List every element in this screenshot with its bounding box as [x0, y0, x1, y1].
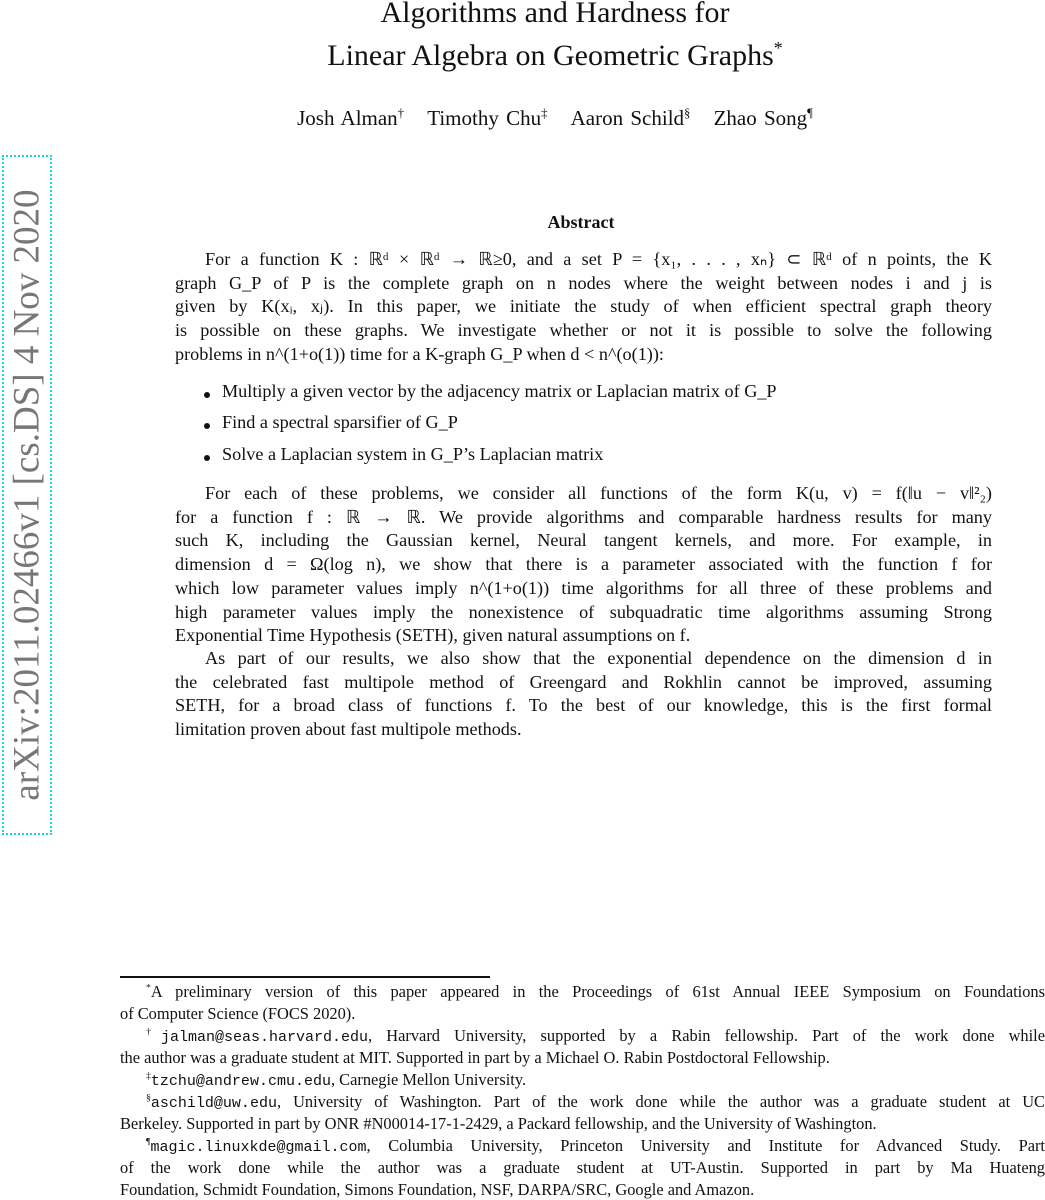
- footnote-rule: [120, 976, 490, 978]
- abstract-line: SETH, for a broad class of functions f. To the best of our knowledge, this is the first formal: [175, 695, 992, 716]
- footnote-line: [120, 1180, 1045, 1200]
- abstract-line: such K, including the Gaussian kernel, Neural tangent kernels, and more. For example, in: [175, 530, 992, 551]
- abstract-line: is possible on these graphs. We investigate whether or not it is possible to solve the following: [175, 320, 992, 341]
- arxiv-id: arXiv:2011.02466v1 [cs.DS] 4 Nov 2020: [6, 189, 48, 801]
- paper-title-line-2: [0, 38, 1045, 73]
- author-name: Josh Alman: [297, 106, 398, 130]
- author-mark: ‡: [541, 106, 548, 120]
- author: [297, 106, 404, 130]
- abstract-line: For each of these problems, we consider all functions of the form K(u, v) = f(‖u − v‖²₂): [205, 483, 992, 503]
- footnote-text: , Carnegie Mellon University.: [330, 1070, 527, 1089]
- footnote-line: [120, 1114, 1045, 1134]
- bullet-icon: [204, 392, 210, 398]
- footnote-line: [146, 1092, 1045, 1112]
- footnote-email: tzchu@andrew.cmu.edu: [150, 1073, 331, 1090]
- footnote-line: [120, 1004, 1045, 1024]
- footnote-text: Foundation, Schmidt Foundation, Simons Foundation, NSF, DARPA/SRC, Google and Amazon.: [120, 1180, 755, 1199]
- footnote-text: of Computer Science (FOCS 2020).: [120, 1004, 356, 1023]
- footnote-line: [120, 1048, 1045, 1068]
- author: [714, 106, 813, 130]
- bullet-item: Multiply a given vector by the adjacency matrix or Laplacian matrix of G_P: [222, 381, 777, 401]
- footnote-line: [146, 1136, 1045, 1156]
- footnote-text: of the work done while the author was a graduate student at UT-Austin. Supported in part by Ma Huateng: [120, 1158, 1045, 1177]
- abstract-heading: Abstract: [547, 212, 615, 232]
- abstract-line: dimension d = Ω(log n), we show that there is a parameter associated with the function f for: [175, 554, 992, 575]
- bullet-item: Solve a Laplacian system in G_P’s Laplacian matrix: [222, 444, 604, 464]
- footnote-mark: *: [146, 982, 151, 994]
- footnote-line: [146, 982, 1045, 1002]
- footnote-mark: †: [146, 1026, 161, 1038]
- author-name: Aaron Schild: [570, 106, 685, 130]
- footnote-email: magic.linuxkde@gmail.com: [150, 1139, 367, 1156]
- abstract-line: for a function f : ℝ → ℝ. We provide algorithms and comparable hardness results for many: [175, 506, 992, 527]
- footnote-text: A preliminary version of this paper appeared in the Proceedings of 61st Annual IEEE Symposium on Foundations: [150, 982, 1045, 1001]
- author: [427, 106, 547, 130]
- footnote-text: Berkeley. Supported in part by ONR #N00014-17-1-2429, a Packard fellowship, and the University of Washington.: [120, 1114, 877, 1133]
- footnote-email: jalman@seas.harvard.edu: [160, 1029, 369, 1046]
- footnote-text: , Harvard University, supported by a Rabin fellowship. Part of the work done while: [368, 1026, 1045, 1045]
- footnote-text: , University of Washington. Part of the work done while the author was a graduate student at UC: [276, 1092, 1045, 1111]
- footnote-text: , Columbia University, Princeton University and Institute for Advanced Study. Part: [366, 1136, 1045, 1155]
- abstract-line: problems in n^(1+o(1)) time for a K-graph G_P when d < n^(o(1)):: [175, 343, 664, 364]
- abstract-line: graph G_P of P is the complete graph on n nodes where the weight between nodes i and j is: [175, 272, 992, 293]
- footnote-mark: ‡: [146, 1070, 151, 1082]
- author-name: Zhao Song: [713, 106, 808, 130]
- abstract-line: Exponential Time Hypothesis (SETH), given natural assumptions on f.: [175, 625, 691, 646]
- paper-title-line-1: Algorithms and Hardness for: [380, 0, 730, 29]
- title-footnote-mark: *: [773, 38, 783, 58]
- abstract-line: high parameter values imply the nonexistence of subquadratic time algorithms assuming Strong: [175, 601, 992, 622]
- author: [571, 106, 691, 130]
- abstract-line: As part of our results, we also show that the exponential dependence on the dimension d in: [205, 648, 992, 668]
- bullet-item: Find a spectral sparsifier of G_P: [222, 412, 458, 432]
- footnote-mark: §: [146, 1092, 151, 1104]
- abstract-line: limitation proven about fast multipole methods.: [175, 719, 522, 740]
- abstract-line: which low parameter values imply n^(1+o(1)) time algorithms for all three of these problems and: [175, 577, 992, 598]
- bullet-icon: [204, 423, 210, 429]
- footnote-mark: ¶: [146, 1136, 151, 1148]
- footnote-text: the author was a graduate student at MIT. Supported in part by a Michael O. Rabin Postdoctoral Fellowship.: [120, 1048, 830, 1067]
- footnote-line: [120, 1158, 1045, 1178]
- author-list: [0, 106, 1045, 131]
- arxiv-sidebar-stamp: [2, 155, 52, 835]
- footnote-line: [146, 1070, 1045, 1090]
- abstract-line: the celebrated fast multipole method of Greengard and Rokhlin cannot be improved, assuming: [175, 671, 992, 692]
- author-mark: †: [397, 106, 404, 120]
- bullet-icon: [204, 455, 210, 461]
- footnote-email: aschild@uw.edu: [150, 1095, 277, 1112]
- abstract-line: For a function K : ℝᵈ × ℝᵈ → ℝ≥0, and a set P = {x₁, . . . , xₙ} ⊂ ℝᵈ of n points, the K: [205, 249, 992, 269]
- author-mark: ¶: [807, 106, 813, 120]
- title-text: Linear Algebra on Geometric Graphs: [327, 39, 774, 72]
- author-name: Timothy Chu: [427, 106, 542, 130]
- abstract-line: given by K(xᵢ, xⱼ). In this paper, we initiate the study of when efficient spectral graph theory: [175, 296, 992, 317]
- footnote-line: [146, 1026, 1045, 1046]
- author-mark: §: [684, 106, 691, 120]
